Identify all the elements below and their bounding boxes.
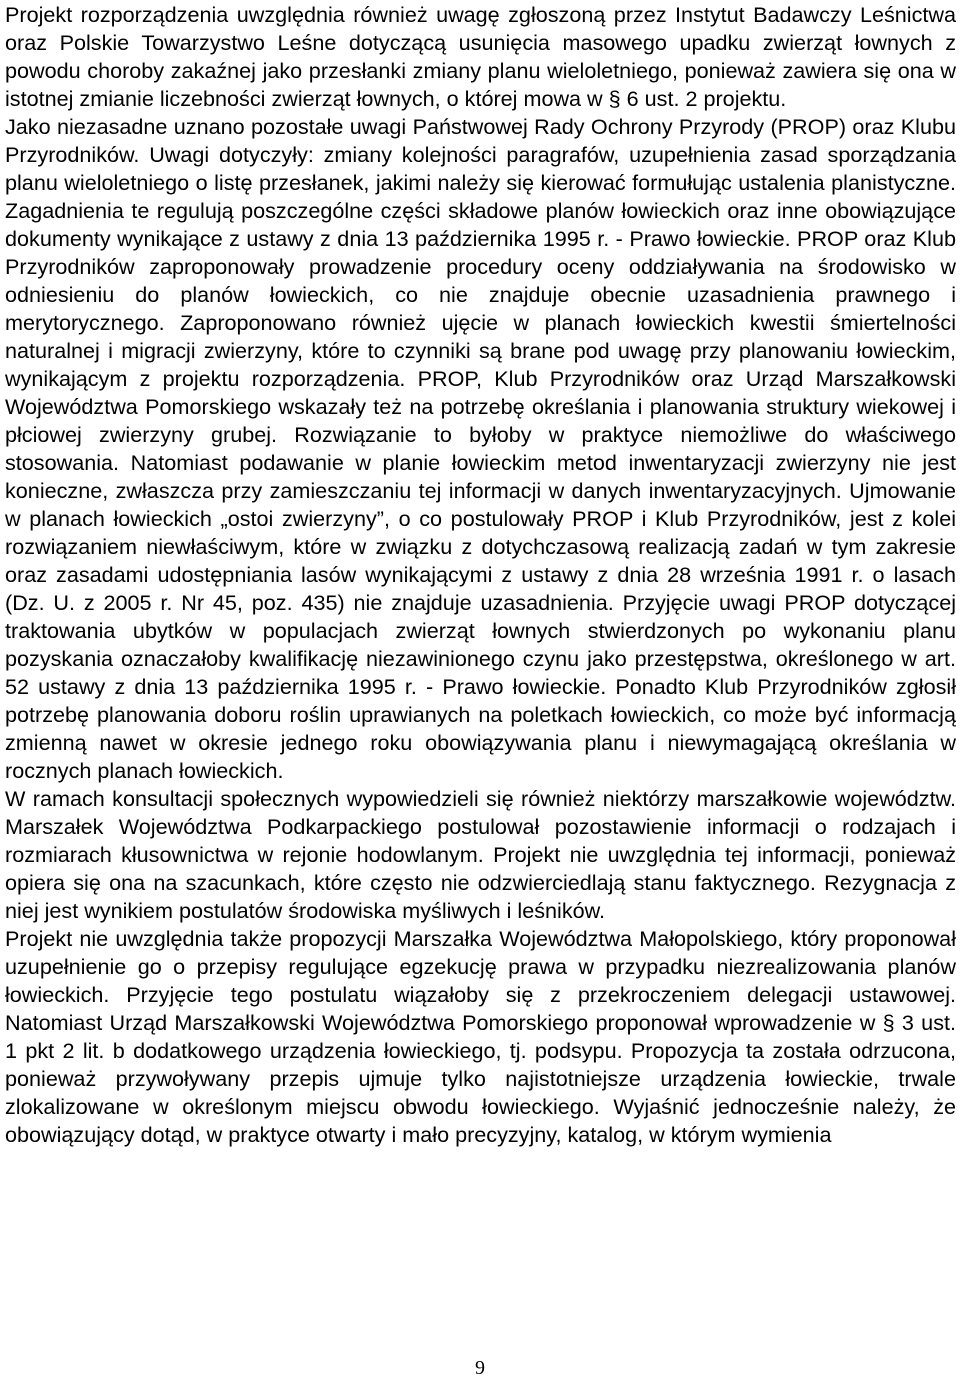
paragraph: Jako niezasadne uznano pozostałe uwagi Państwowej Rady Ochrony Przyrody (PROP) oraz Klubu Przyrodników. Uwagi dotyczyły: zmiany kolejności paragrafów, uzupełnienia zasad sporządzania planu wieloletniego o listę przesłanek, jakimi należy się kierować formułując ustalenia planistyczne. Zagadnienia te regulują poszczególne części składowe planów łowieckich oraz inne obowiązujące dokumenty wynikające z ustawy z dnia 13 października 1995 r. - Prawo łowieckie. PROP oraz Klub Przyrodników zaproponowały prowadzenie procedury oceny oddziaływania na środowisko w odniesieniu do planów łowieckich, co nie znajduje obecnie uzasadnienia prawnego i merytorycznego. Zaproponowano również ujęcie w planach łowieckich kwestii śmiertelności naturalnej i migracji zwierzyny, które to czynniki są brane pod uwagę przy planowaniu łowieckim, wynikającym z projektu rozporządzenia. PROP, Klub Przyrodników oraz Urząd Marszałkowski Województwa Pomorskiego wskazały też na potrzebę określania i planowania struktury wiekowej i płciowej zwierzyny grubej. Rozwiązanie to byłoby w praktyce niemożliwe do właściwego stosowania. Natomiast podawanie w planie łowieckim metod inwentaryzacji zwierzyny nie jest konieczne, zwłaszcza przy zamieszczaniu tej informacji w danych inwentaryzacyjnych. Ujmowanie w planach łowieckich „ostoi zwierzyny”, o co postulowały PROP i Klub Przyrodników, jest z kolei rozwiązaniem niewłaściwym, które w związku z dotychczasową realizacją zadań w tym zakresie oraz zasadami udostępniania lasów wynikającymi z ustawy z dnia 28 września 1991 r. o lasach (Dz. U. z 2005 r. Nr 45, poz. 435) nie znajduje uzasadnienia. Przyjęcie uwagi PROP dotyczącej traktowania ubytków w populacjach zwierząt łownych stwierdzonych po wykonaniu planu pozyskania oznaczałoby kwalifikację niezawinionego czynu jako przestępstwa, określonego w art. 52 ustawy z dnia 13 października 1995 r. - Prawo łowieckie. Ponadto Klub Przyrodników zgłosił potrzebę planowania doboru roślin uprawianych na poletkach łowieckich, co może być informacją zmienną nawet w okresie jednego roku obowiązywania planu i niewymagającą określania w rocznych planach łowieckich.	[5, 114, 956, 783]
page-number: 9	[475, 1357, 485, 1379]
paragraph: Projekt rozporządzenia uwzględnia również uwagę zgłoszoną przez Instytut Badawczy Leśnictwa oraz Polskie Towarzystwo Leśne dotyczącą usunięcia masowego upadku zwierząt łownych z powodu choroby zakaźnej jako przesłanki zmiany planu wieloletniego, ponieważ zawiera się ona w istotnej zmianie liczebności zwierząt łownych, o której mowa w § 6 ust. 2 projektu.	[5, 2, 956, 111]
paragraph: Projekt nie uwzględnia także propozycji Marszałka Województwa Małopolskiego, który proponował uzupełnienie go o przepisy regulujące egzekucję prawa w przypadku niezrealizowania planów łowieckich. Przyjęcie tego postulatu wiązałoby się z przekroczeniem delegacji ustawowej. Natomiast Urząd Marszałkowski Województwa Pomorskiego proponował wprowadzenie w § 3 ust. 1 pkt 2 lit. b dodatkowego urządzenia łowieckiego, tj. podsypu. Propozycja ta została odrzucona, ponieważ przywoływany przepis ujmuje tylko najistotniejsze urządzenia łowieckie, trwale zlokalizowane w określonym miejscu obwodu łowieckiego. Wyjaśnić jednocześnie należy, że obowiązujący dotąd, w praktyce otwarty i mało precyzyjny, katalog, w którym wymienia	[5, 926, 956, 1147]
document-page	[5, 0, 956, 1149]
paragraph: W ramach konsultacji społecznych wypowiedzieli się również niektórzy marszałkowie województw. Marszałek Województwa Podkarpackiego postulował pozostawienie informacji o rodzajach i rozmiarach kłusownictwa w rejonie hodowlanym. Projekt nie uwzględnia tej informacji, ponieważ opiera się ona na szacunkach, które często nie odzwierciedlają stanu faktycznego. Rezygnacja z niej jest wynikiem postulatów środowiska myśliwych i leśników.	[5, 786, 956, 923]
